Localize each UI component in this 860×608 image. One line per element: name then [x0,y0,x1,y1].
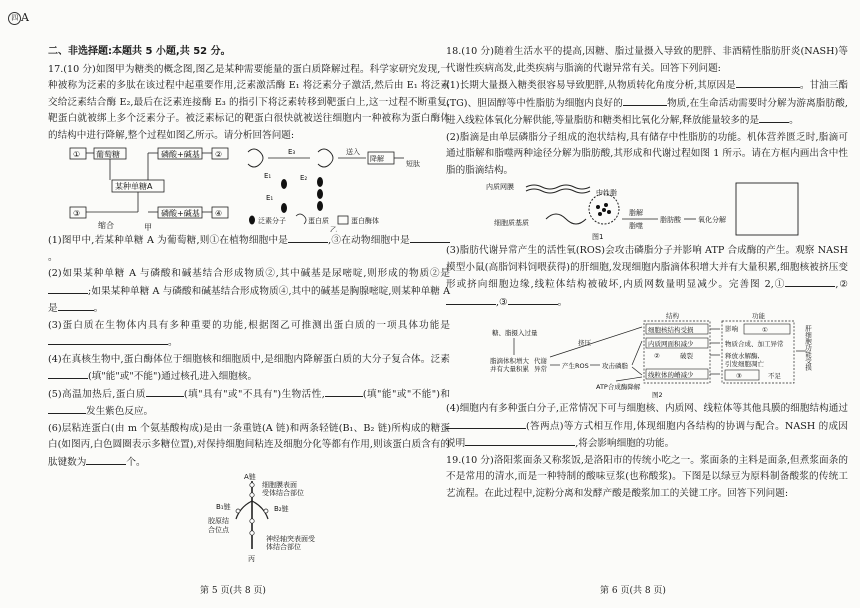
q17-sub2: (2)如果某种单糖 A 与磷酸和碱基结合形成物质②,其中碱基是尿嘧啶,则形成的物质②是;如果某种单糖 A 与磷酸和碱基结合形成物质④,其中的碱基是胸腺嘧啶,则某种单糖 A 是 。 [48,268,450,314]
blank-q17-1b[interactable] [410,232,450,243]
fig1-neutral: 中性脂 [596,189,617,197]
q17-sub3: (3)蛋白质在生物体内具有多种重要的功能,根据图乙可推测出蛋白质的一项具体功能是。 [48,319,450,348]
blank-q17-6[interactable] [86,454,126,465]
jia-condense: 缩合 [98,221,114,230]
fig1-lipophagy: 脂噬 [629,222,643,230]
blank-q17-4[interactable] [48,368,88,379]
yi-e3: E₃ [288,148,296,156]
blank-q17-2b[interactable] [58,300,94,311]
blank-q17-5a[interactable] [146,386,184,397]
blank-q17-1a[interactable] [288,232,328,243]
jia-n3: ③ [73,209,81,218]
jia-n2: ② [215,150,223,159]
fig2-side: 肝细胞功能受损 [804,325,812,371]
bing-collagen1: 胶原结 [208,517,229,525]
fig1-er: 内质网膜 [486,183,514,191]
blank-q17-5c[interactable] [48,403,86,414]
fig2-n3: ③ [736,372,742,380]
fig2-damaged: 破裂 [680,352,693,360]
bing-b1: B₁链 [216,503,231,511]
page-5 [48,44,450,574]
bing-b2: B₂链 [274,505,289,513]
jia-n4: ④ [215,209,223,218]
blank-q18-4a[interactable] [446,418,526,429]
fig2-structure: 结构 [666,312,679,320]
fig2-metab1: 代谢 [534,357,547,365]
q17-sub5: (5)高温加热后,蛋白质 (填"具有"或"不具有")生物活性, (填"能"或"不能")和发生紫色反应。 [48,386,450,421]
bing-nerve2: 体结合部位 [266,543,301,551]
fig2-atp: ATP合成酶降解 [596,383,641,391]
fig2-er-down: 内质网面积减少 [648,340,694,348]
fig2-metab2: 异常 [534,365,547,373]
jia-label: 甲 [144,223,152,232]
fig2-squeeze: 挤压 [578,339,591,347]
yi-e1b: E₁ [266,194,274,202]
figure-2 [446,311,848,401]
fig2-nucleus: 细胞核结构受损 [648,326,694,334]
bing-receptor: 受体结合部位 [262,489,304,497]
q17-sub1: (1)图甲中,若某种单糖 A 为葡萄糖,则①在植物细胞中是 ,③在动物细胞中是。 [48,232,450,266]
figure-2-svg [446,311,846,401]
blank-q18-4b[interactable] [465,435,575,446]
fig2-release2: 引发细胞凋亡 [725,360,764,368]
yi-degrade: 降解 [370,155,384,163]
blank-q18-1a[interactable] [736,77,800,88]
yi-send: 送入 [346,148,360,156]
q18-sub1: (1)长期大量摄入糖类很容易导致肥胖,从物质转化角度分析,其原因是 。甘油三酯(TG)、胆固醇等中性脂肪为细胞内良好的 物质,在生命活动需要时分解为游离脂肪酸,进入线粒体氧化分解供能,等量脂肪和糖类相比氧化分解,释放能量较多的是 。 [446,77,848,130]
version-circle: 四 [8,12,21,25]
figure-jia-yi-svg [48,144,448,232]
fig2-attack: 攻击磷脂 [602,362,628,370]
figure-1 [446,179,848,243]
blank-q18-3c[interactable] [508,294,558,305]
q17-sub6: (6)层粘连蛋白(由 m 个氨基酸构成)是由一条重链(A 链)和两条轻链(B₁、B₂ 链)所构成的糖蛋白(如图丙,白色圆圈表示多糖位置),对保持细胞间粘连及细胞分化等都有作用,则该蛋白质含有的肽键数为 个。 [48,422,450,468]
fig1-cytosol: 细胞质基质 [494,219,529,227]
jia-glucose: 葡萄糖 [96,150,120,159]
yi-label: 乙 [330,226,337,232]
figure-yi [248,147,420,232]
fig2-function: 功能 [752,312,765,320]
bing-surface: 细胞膜表面 [262,481,297,489]
fig2-effect: 影响 [725,325,738,333]
section-title: 二、非选择题:本题共 5 小题,共 52 分。 [48,46,231,57]
footer-page-5: 第 5 页(共 8 页) [200,586,266,596]
q18-intro: 18.(10 分)随着生活水平的提高,因糖、脂过量摄入导致的肥胖、非酒精性脂肪肝炎(NASH)等代谢性疾病高发,此类疾病与脂滴的代谢异常有关。回答下列问题: [446,46,848,74]
jia-n1: ① [73,150,81,159]
jia-phos1: 磷酸+碱基 [161,150,200,159]
figure-jia [70,148,228,232]
q19-intro: 19.(10 分)洛阳浆面条又称浆饭,是洛阳市的传统小吃之一。浆面条的主料是面条,但煮浆面条的不是常用的清水,而是一种特制的酸味豆浆(也称酸浆)。下图是以绿豆为原料制备酸浆的传统工艺流程。在此过程中,淀粉分离和发酵产酸是酸浆加工的关键工序。回答下列问题: [446,454,848,499]
footer-page-6: 第 6 页(共 8 页) [600,586,666,596]
blank-q18-3a[interactable] [785,276,835,287]
blank-q18-1b[interactable] [623,95,667,106]
bing-a-chain: A链 [244,473,256,481]
jia-phos2: 磷酸+碱基 [161,209,200,218]
blank-q18-3b[interactable] [446,294,496,305]
fig2-label: 图2 [652,391,663,399]
fig2-big1: 脂滴体积增大 [490,357,529,365]
figure-jia-yi [48,144,450,232]
figure-bing [48,471,450,563]
figure-bing-svg [48,471,448,563]
bing-collagen2: 合位点 [208,526,229,534]
q18-sub2: (2)脂滴是由单层磷脂分子组成的泡状结构,具有储存中性脂肪的功能。机体营养匮乏时,脂滴可通过脂解和脂噬两种途径分解为脂肪酸,其形成和代谢过程如图 1 所示。请在方框内画出含中性脂的脂滴结构。 [446,131,848,176]
yi-e1: E₁ [264,172,272,180]
yi-e2: E₂ [300,174,308,182]
page-6 [446,44,848,574]
q18-sub3: (3)脂肪代谢异常产生的活性氧(ROS)会攻击磷脂分子并影响 ATP 合成酶的产生。观察 NASH 模型小鼠(高脂饲料饲喂获得)的肝细胞,发现细胞内脂滴体积增大并有大量积累,细胞核被挤压变形或挤向细胞边缘,线粒体结构被破坏,内质网数量明显减少。完善图 2,① ,②,③ 。 [446,245,848,308]
blank-q17-2a[interactable] [48,283,88,294]
fig2-n2: ② [654,352,660,360]
fig1-lipolysis: 脂解 [629,209,643,217]
blank-q17-3[interactable] [48,334,168,345]
blank-q18-1c[interactable] [759,112,789,123]
fig2-sugar: 糖、脂摄入过量 [492,329,538,337]
q17-intro: 17.(10 分)如图甲为糖类的概念图,图乙是某种需要能量的蛋白质降解过程。科学家研究发现,一种被称为泛素的多肽在该过程中起重要作用,泛素激活酶 E₁ 将泛素分子激活,然后由 E₁ 将泛素交给泛素结合酶 E₂,最后在泛素连接酶 E₃ 的指引下将泛素转移到靶蛋白上,这一过程不断重复,靶蛋白就被绑上多个泛素分子。被泛素标记的靶蛋白很快就被送往细胞内一种被称为蛋白酶体的结构中进行降解,整个过程如图乙所示。请分析回答问题: [48,63,450,141]
paper-version-mark [8,11,28,25]
fig1-answer-box[interactable] [736,183,798,235]
figure-1-svg [446,179,846,243]
fig2-n1: ① [762,326,768,334]
fig2-big2: 并有大量积累 [490,365,529,373]
yi-legend-protein: 蛋白质 [308,217,329,225]
fig2-insuff: 不足 [768,372,781,380]
fig2-synth: 物质合成、加工异常 [725,340,784,348]
bing-nerve1: 神经轴突表面受 [266,535,315,543]
q17-sub4: (4)在真核生物中,蛋白酶体位于细胞核和细胞质中,是细胞内降解蛋白质的大分子复合体。泛素(填"能"或"不能")通过核孔进入细胞核。 [48,353,450,382]
fig1-fatty-acid: 脂肪酸 [660,216,681,224]
version-letter: A [21,11,29,24]
bing-label: 丙 [248,555,255,563]
blank-q17-5b[interactable] [325,386,363,397]
q18-sub4: (4)细胞内有多种蛋白分子,正常情况下可与细胞核、内质网、线粒体等其他具膜的细胞结构通过(答两点)等方式相互作用,体现细胞内各结构的协调与配合。NASH 的成因说明 ,将会影响细胞的功能。 [446,403,848,449]
yi-legend-proteasome: 蛋白酶体 [351,217,379,225]
fig2-ros: 产生ROS [562,362,589,370]
fig2-release1: 释放水解酶, [725,352,760,360]
jia-single-sugar: 某种单糖A [115,182,153,191]
fig1-oxidation: 氧化分解 [698,216,726,224]
fig2-mito: 线粒体的嵴减少 [648,371,694,379]
yi-legend-ub: 泛素分子 [258,217,286,225]
yi-peptide: 短肽 [406,160,420,168]
fig1-label: 图1 [592,233,604,241]
